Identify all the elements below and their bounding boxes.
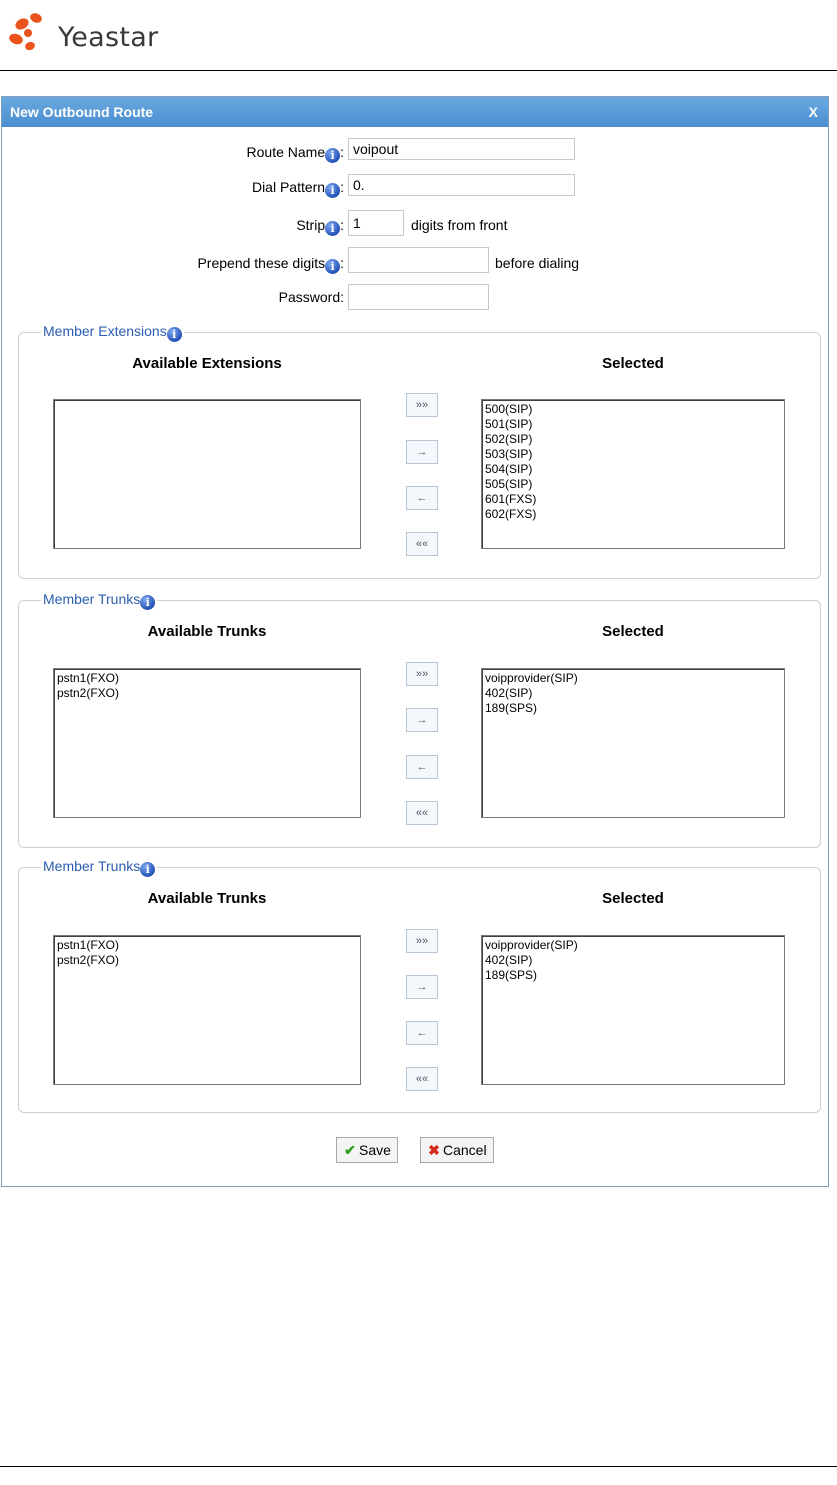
list-item[interactable]: 189(SPS) bbox=[485, 701, 538, 715]
list-item[interactable]: 601(FXS) bbox=[485, 492, 537, 506]
prepend-suffix: before dialing bbox=[495, 255, 580, 271]
yeastar-logo bbox=[6, 6, 62, 62]
list-item[interactable]: 189(SPS) bbox=[485, 968, 538, 982]
cancel-label: Cancel bbox=[443, 1142, 487, 1158]
available-trunks-list[interactable] bbox=[53, 935, 361, 1085]
remove-selected-button[interactable]: ← bbox=[406, 755, 438, 779]
dial-pattern-label-row: Dial Pattern i : bbox=[251, 179, 344, 197]
route-name-label-row: Route Name i : bbox=[246, 144, 344, 162]
prepend-label: Prepend these digits bbox=[197, 255, 326, 271]
available-trunks-header: Available Trunks bbox=[147, 890, 267, 907]
list-item[interactable]: voipprovider(SIP) bbox=[485, 671, 578, 685]
info-icon[interactable]: i bbox=[325, 259, 340, 274]
remove-selected-button[interactable]: ← bbox=[406, 486, 438, 510]
add-all-button[interactable]: »» bbox=[406, 393, 438, 417]
remove-all-button[interactable]: «« bbox=[406, 801, 438, 825]
list-item[interactable]: pstn2(FXO) bbox=[57, 686, 120, 700]
strip-suffix: digits from front bbox=[411, 217, 508, 233]
list-item[interactable]: pstn1(FXO) bbox=[57, 938, 120, 952]
prepend-label-row: Prepend these digits i : bbox=[197, 255, 344, 273]
info-icon[interactable]: i bbox=[325, 148, 340, 163]
selected-trunks-header: Selected bbox=[602, 890, 664, 907]
selected-extensions-header: Selected bbox=[602, 355, 664, 372]
route-name-input[interactable] bbox=[348, 138, 575, 160]
list-item[interactable]: 505(SIP) bbox=[485, 477, 533, 491]
list-item[interactable]: 504(SIP) bbox=[485, 462, 533, 476]
info-icon[interactable]: i bbox=[167, 327, 182, 342]
brand-name: Yeastar bbox=[58, 22, 159, 53]
list-item[interactable]: pstn2(FXO) bbox=[57, 953, 120, 967]
selected-trunks-list[interactable] bbox=[481, 935, 785, 1085]
dial-pattern-label: Dial Pattern bbox=[251, 179, 326, 195]
list-item[interactable]: 502(SIP) bbox=[485, 432, 533, 446]
member-trunks-section-2 bbox=[18, 858, 821, 1113]
save-button[interactable] bbox=[336, 1137, 398, 1163]
list-item[interactable]: pstn1(FXO) bbox=[57, 671, 120, 685]
cancel-x-icon: ✖ bbox=[428, 1142, 440, 1158]
dialog-title: New Outbound Route bbox=[10, 104, 154, 120]
remove-all-button[interactable]: «« bbox=[406, 532, 438, 556]
remove-selected-button[interactable]: ← bbox=[406, 1021, 438, 1045]
add-selected-button[interactable]: → bbox=[406, 440, 438, 464]
list-item[interactable]: 602(FXS) bbox=[485, 507, 537, 521]
list-item[interactable]: 402(SIP) bbox=[485, 686, 533, 700]
available-trunks-list[interactable] bbox=[53, 668, 361, 818]
footer-divider bbox=[0, 1466, 837, 1467]
password-label-row: Password: bbox=[278, 289, 344, 305]
member-trunks-legend: Member Trunks i bbox=[41, 591, 157, 610]
list-item[interactable]: 503(SIP) bbox=[485, 447, 533, 461]
new-outbound-route-dialog bbox=[1, 96, 829, 1187]
selected-trunks-header: Selected bbox=[602, 623, 664, 640]
strip-input[interactable] bbox=[348, 210, 404, 236]
member-extensions-section bbox=[18, 323, 821, 579]
available-trunks-header: Available Trunks bbox=[147, 623, 267, 640]
info-icon[interactable]: i bbox=[140, 862, 155, 877]
dialog-titlebar bbox=[2, 97, 828, 127]
available-extensions-header: Available Extensions bbox=[132, 355, 282, 372]
selected-extensions-list[interactable] bbox=[481, 399, 785, 549]
cancel-button[interactable] bbox=[420, 1137, 494, 1163]
add-all-button[interactable]: »» bbox=[406, 929, 438, 953]
info-icon[interactable]: i bbox=[325, 183, 340, 198]
checkmark-icon: ✔ bbox=[344, 1142, 356, 1158]
list-item[interactable]: 501(SIP) bbox=[485, 417, 533, 431]
dial-pattern-input[interactable] bbox=[348, 174, 575, 196]
member-trunks-legend: Member Trunks i bbox=[41, 858, 157, 877]
add-selected-button[interactable]: → bbox=[406, 708, 438, 732]
password-label: Password bbox=[278, 289, 341, 305]
prepend-input[interactable] bbox=[348, 247, 489, 273]
member-extensions-legend: Member Extensions i bbox=[41, 323, 184, 342]
list-item[interactable]: voipprovider(SIP) bbox=[485, 938, 578, 952]
list-item[interactable]: 402(SIP) bbox=[485, 953, 533, 967]
info-icon[interactable]: i bbox=[325, 221, 340, 236]
strip-label-row: Strip i : bbox=[296, 217, 344, 235]
route-name-label: Route Name bbox=[246, 144, 326, 160]
add-selected-button[interactable]: → bbox=[406, 975, 438, 999]
remove-all-button[interactable]: «« bbox=[406, 1067, 438, 1091]
header-divider bbox=[0, 70, 837, 71]
add-all-button[interactable]: »» bbox=[406, 662, 438, 686]
close-button[interactable]: X bbox=[808, 104, 818, 120]
save-label: Save bbox=[359, 1142, 391, 1158]
selected-trunks-list[interactable] bbox=[481, 668, 785, 818]
list-item[interactable]: 500(SIP) bbox=[485, 402, 533, 416]
available-extensions-list[interactable] bbox=[53, 399, 361, 549]
info-icon[interactable]: i bbox=[140, 595, 155, 610]
password-input[interactable] bbox=[348, 284, 489, 310]
strip-label: Strip bbox=[296, 217, 326, 233]
member-trunks-section bbox=[18, 591, 821, 848]
